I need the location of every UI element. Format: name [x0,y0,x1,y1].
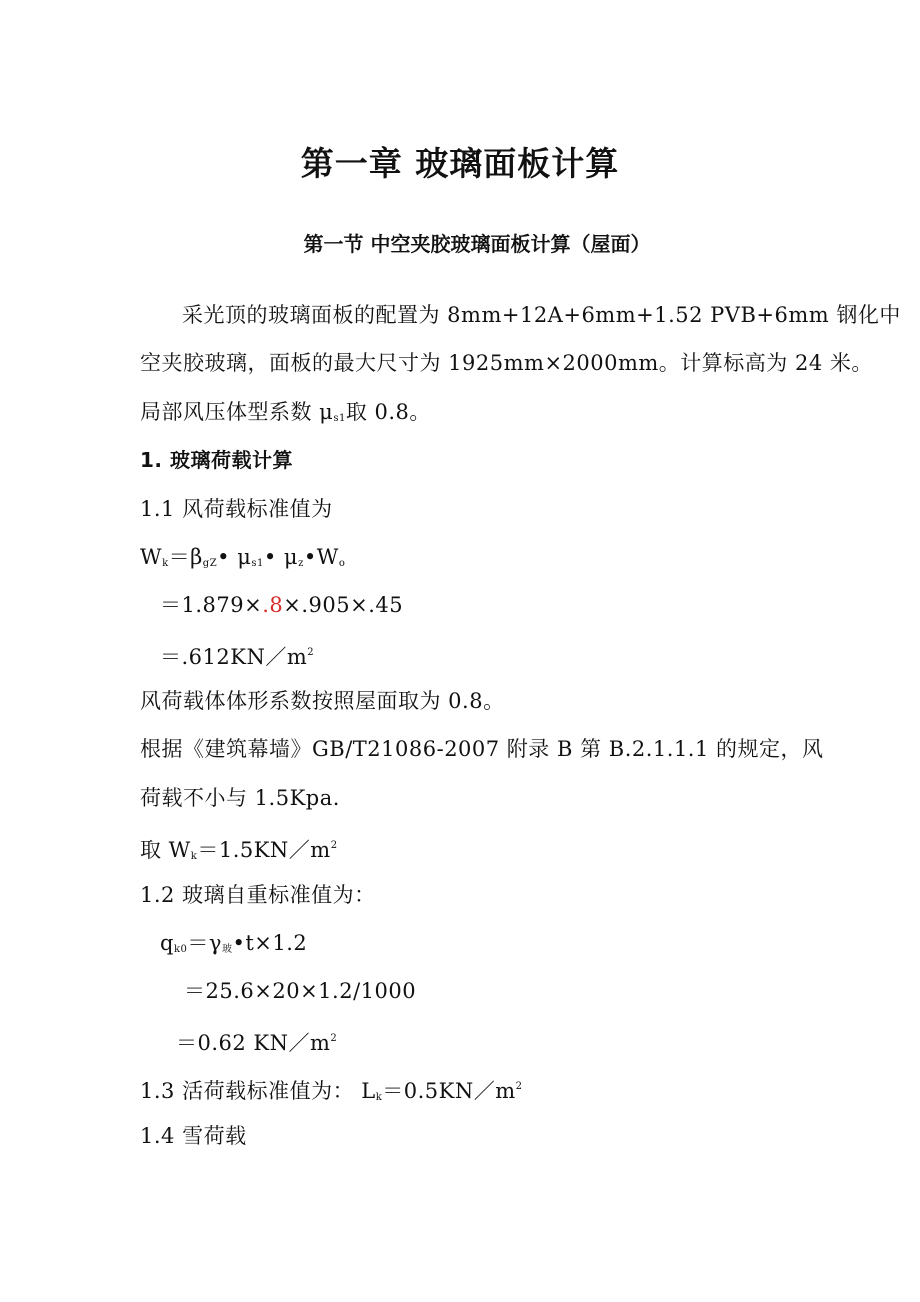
heading-1-3-mid: ＝0.5KN／m [382,1079,516,1103]
calc-line-2 [160,638,314,672]
calc-line-2-text: ＝.612KN／m [160,645,308,669]
intro-line-3-pre: 局部风压体型系数 μ [140,400,334,424]
heading-1-1: 1.1 风荷载标准值为 [140,497,333,521]
calc-line-2-sup: 2 [307,647,315,658]
formula-dot-w0: •W [303,545,339,569]
heading-1-3-sub: k [375,1092,383,1103]
qk0-calc-2-text: ＝0.62 KN／m [176,1031,331,1055]
calc-line-1-red: .8 [262,593,284,617]
formula-mu2-sub: z [298,558,304,569]
heading-1-4: 1.4 雪荷载 [140,1124,247,1148]
qk0-rest: •t×1.2 [232,931,308,955]
qk0-q-sub: k0 [173,944,188,955]
formula-beta-sub: gZ [202,558,218,569]
qk0-calc-2-sup: 2 [330,1033,338,1044]
intro-line-2: 空夹胶玻璃，面板的最大尺寸为 1925mm×2000mm。计算标高为 24 米。 [140,351,873,375]
formula-w0-sub: o [338,558,346,569]
formula-eq-beta: ＝β [168,545,203,569]
intro-line-1: 采光顶的玻璃面板的配置为 8mm+12A+6mm+1.52 PVB+6mm 钢化中 [182,303,901,327]
take-wk-pre: 取 W [140,838,191,862]
calc-line-1-b: ×.905×.45 [283,593,404,617]
formula-mu1-sub: s1 [251,558,264,569]
take-wk-sup: 2 [330,840,338,851]
take-wk [140,831,338,872]
section-title: 第一节 中空夹胶玻璃面板计算（屋面） [303,232,651,256]
heading-1-3-pre: 1.3 活荷载标准值为： L [140,1079,376,1103]
heading-1: 1. 玻璃荷载计算 [140,448,293,472]
qk0-formula [160,928,307,965]
note-shape-coefficient: 风荷载体体形系数按照屋面取为 0.8。 [140,689,505,713]
chapter-title: 第一章 玻璃面板计算 [300,144,620,183]
intro-line-3-sub: s1 [333,413,346,424]
qk0-gamma-sub: 玻 [221,944,233,955]
heading-1-3 [140,1072,523,1113]
heading-1-3-sup: 2 [515,1081,523,1092]
formula-dot-mu1: • μ [217,545,252,569]
formula-wk [140,542,345,579]
note-code-line-1: 根据《建筑幕墙》GB/T21086-2007 附录 B 第 B.2.1.1.1 的规定，风 [140,737,824,761]
calc-line-1 [160,590,403,620]
formula-w-sub: k [162,558,169,569]
qk0-eq: ＝γ [187,931,222,955]
intro-line-3 [140,397,431,434]
qk0-calc-1: ＝25.6×20×1.2/1000 [184,979,417,1003]
qk0-q: q [160,931,174,955]
qk0-calc-2 [176,1024,337,1058]
take-wk-sub: k [190,851,198,862]
calc-line-1-a: ＝1.879× [160,593,263,617]
intro-line-3-post: 取 0.8。 [345,400,431,424]
note-code-line-2: 荷载不小与 1.5Kpa. [140,786,340,810]
formula-w: W [140,545,163,569]
heading-1-2: 1.2 玻璃自重标准值为： [140,883,376,907]
take-wk-mid: ＝1.5KN／m [197,838,331,862]
formula-dot-mu2: • μ [263,545,299,569]
